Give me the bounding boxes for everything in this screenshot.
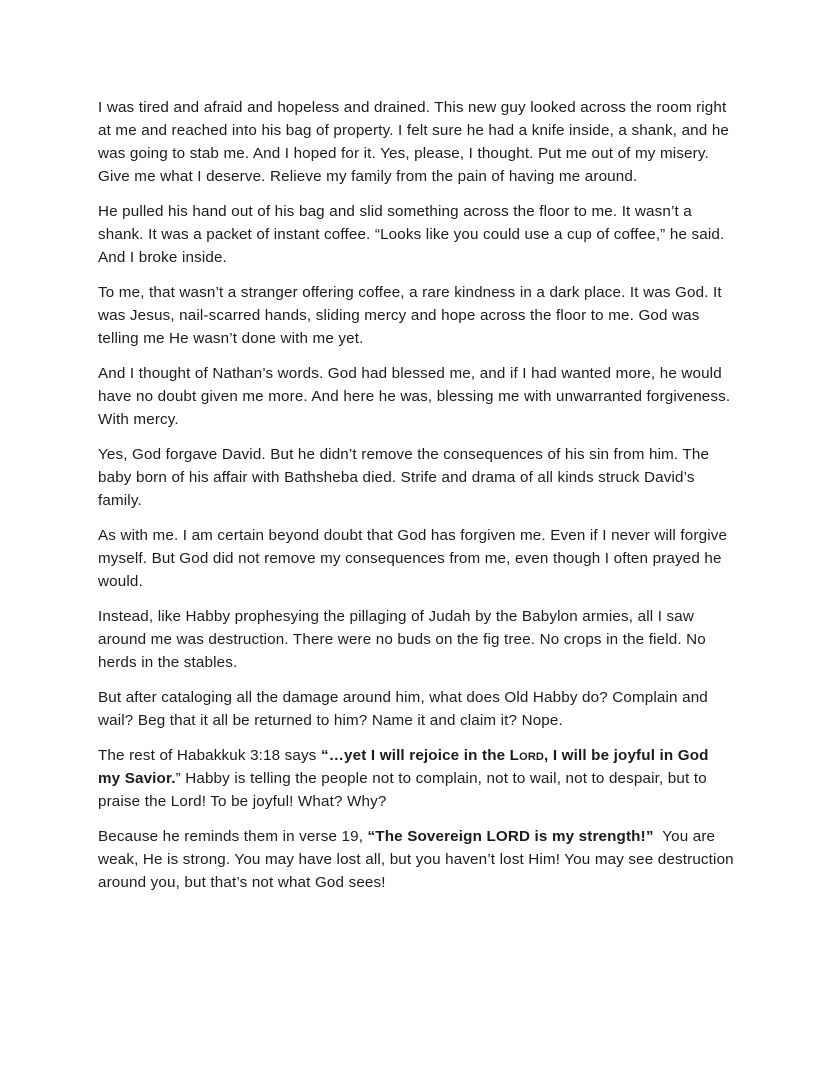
- scripture-2-quote: “The Sovereign LORD is my strength!”: [367, 828, 654, 845]
- scripture-1-quote-before-lord: “…yet I will rejoice in the: [320, 747, 510, 764]
- paragraph-10-scripture-verse-19: [98, 825, 735, 894]
- scripture-1-quote-after-lord: , I will be joyful in God my Savior.: [98, 747, 709, 787]
- paragraph-5: Yes, God forgave David. But he didn’t remove the consequences of his sin from him. The baby born of his affair with Bathsheba died. Strife and drama of all kinds struck David’s family.: [98, 446, 710, 509]
- paragraph-4: And I thought of Nathan’s words. God had blessed me, and if I had wanted more, he would have no doubt given me more. And here he was, blessing me with unwarranted forgiveness. With mercy.: [98, 365, 731, 428]
- paragraph-7: Instead, like Habby prophesying the pillaging of Judah by the Babylon armies, all I saw around me was destruction. There were no buds on the fig tree. No crops in the field. No herds in the stables.: [98, 608, 706, 671]
- paragraph-6: As with me. I am certain beyond doubt that God has forgiven me. Even if I never will forgive myself. But God did not remove my consequences from me, even though I often prayed he would.: [98, 527, 728, 590]
- scripture-1-lord-initial: L: [509, 747, 520, 764]
- body-text-column: [98, 96, 735, 894]
- scripture-2-tail: You are weak, He is strong. You may have lost all, but you haven’t lost Him! You may see destruction around you, but that’s not what God sees!: [98, 828, 734, 891]
- scripture-1-closing-quote: ”: [175, 770, 181, 787]
- paragraph-9-scripture-habakkuk-3-18: [98, 744, 735, 813]
- scripture-1-tail: Habby is telling the people not to complain, not to wail, not to despair, but to praise the Lord! To be joyful! What? Why?: [98, 770, 707, 810]
- paragraph-1: I was tired and afraid and hopeless and drained. This new guy looked across the room right at me and reached into his bag of property. I felt sure he had a knife inside, a shank, and he was going to stab me. And I hoped for it. Yes, please, I thought. Put me out of my misery. Give me what I deserve. Relieve my family from the pain of having me around.: [98, 99, 730, 185]
- scripture-1-lead-in: The rest of Habakkuk 3:18 says: [98, 747, 321, 764]
- paragraph-8: But after cataloging all the damage around him, what does Old Habby do? Complain and wail? Beg that it all be returned to him? Name it and claim it? Nope.: [98, 689, 708, 729]
- scripture-1-lord-smallcaps: ord: [519, 747, 545, 764]
- paragraph-3: To me, that wasn’t a stranger offering coffee, a rare kindness in a dark place. It was God. It was Jesus, nail-scarred hands, sliding mercy and hope across the floor to me. God was telling me He wasn’t done with me yet.: [98, 284, 722, 347]
- scripture-2-lead-in: Because he reminds them in verse 19,: [98, 828, 368, 845]
- paragraph-2: He pulled his hand out of his bag and slid something across the floor to me. It wasn’t a shank. It was a packet of instant coffee. “Looks like you could use a cup of coffee,” he said. And I broke inside.: [98, 203, 725, 266]
- scripture-2-spacer: [654, 828, 663, 845]
